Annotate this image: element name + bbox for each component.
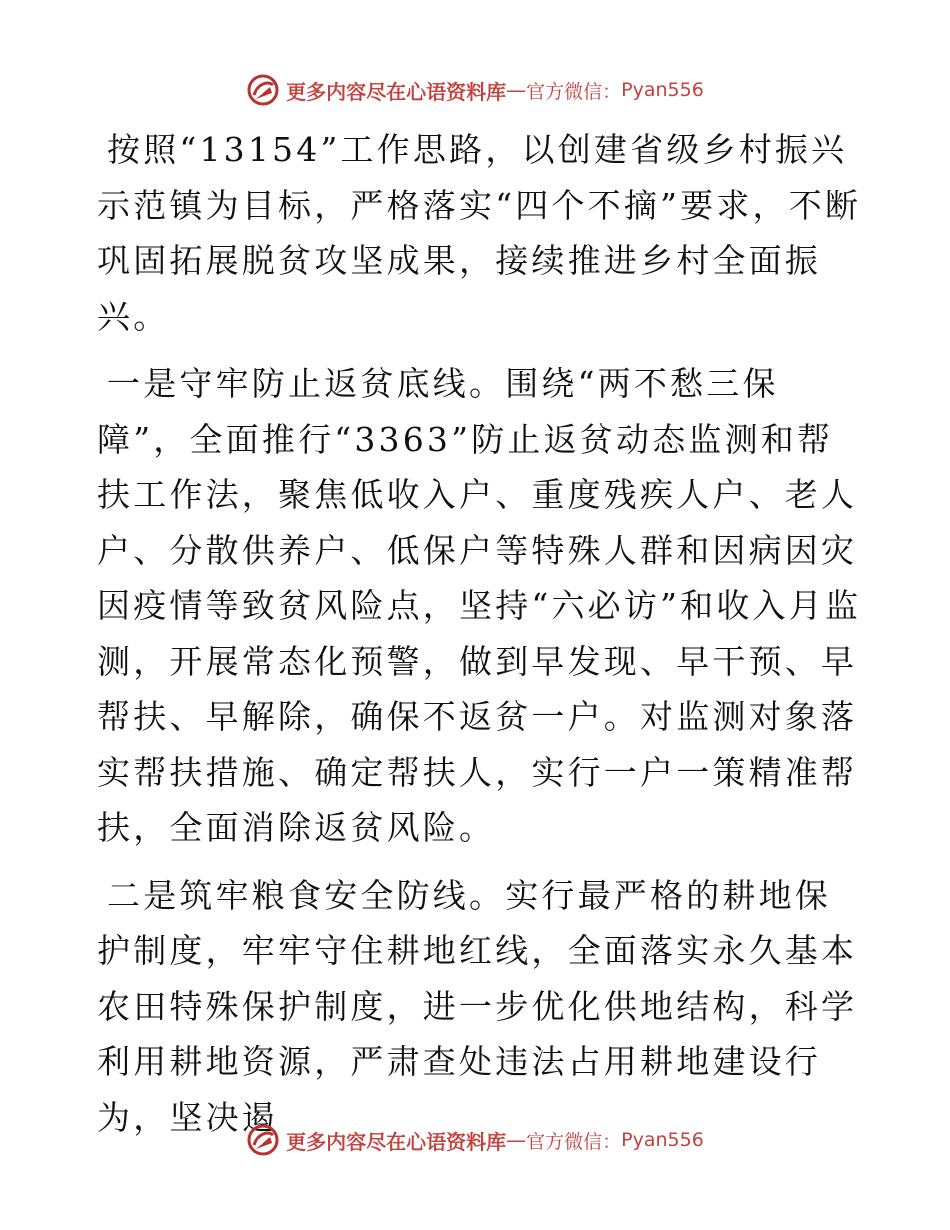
banner-main-text: 更多内容尽在心语资料库 bbox=[286, 1129, 507, 1154]
paragraph-intro: 按照“13154”工作思路，以创建省级乡村振兴示范镇为目标，严格落实“四个不摘”要求，不断巩固拓展脱贫攻坚成果，接续推进乡村全面振兴。 bbox=[97, 130, 862, 336]
banner-separator: — bbox=[506, 78, 527, 102]
banner-separator: — bbox=[506, 1128, 527, 1152]
banner-wechat-id: Pyan556 bbox=[621, 79, 704, 101]
red-swirl-logo-icon bbox=[246, 1123, 280, 1157]
header-banner bbox=[0, 70, 950, 110]
banner-wechat-label: 官方微信： bbox=[526, 1130, 622, 1153]
footer-banner bbox=[0, 1120, 950, 1160]
red-swirl-logo-icon bbox=[246, 73, 280, 107]
banner-main-text: 更多内容尽在心语资料库 bbox=[286, 79, 507, 104]
document-body bbox=[97, 122, 867, 1157]
banner-wechat-id: Pyan556 bbox=[621, 1129, 704, 1151]
paragraph-point-one: 一是守牢防止返贫底线。围绕“两不愁三保障”，全面推行“3363”防止返贫动态监测和帮扶工作法，聚焦低收入户、重度残疾人户、老人户、分散供养户、低保户等特殊人群和因病因灾因疫情等致贫风险点，坚持“六必访”和收入月监测，开展常态化预警，做到早发现、早干预、早帮扶、早解除，确保不返贫一户。对监测对象落实帮扶措施、确定帮扶人，实行一户一策精准帮扶，全面消除返贫风险。 bbox=[97, 364, 862, 847]
banner-wechat-label: 官方微信： bbox=[526, 80, 622, 103]
paragraph-point-two: 二是筑牢粮食安全防线。实行最严格的耕地保护制度，牢牢守住耕地红线，全面落实永久基本农田特殊保护制度，进一步优化供地结构，科学利用耕地资源，严肃查处违法占用耕地建设行为，坚决遏 bbox=[97, 875, 858, 1137]
